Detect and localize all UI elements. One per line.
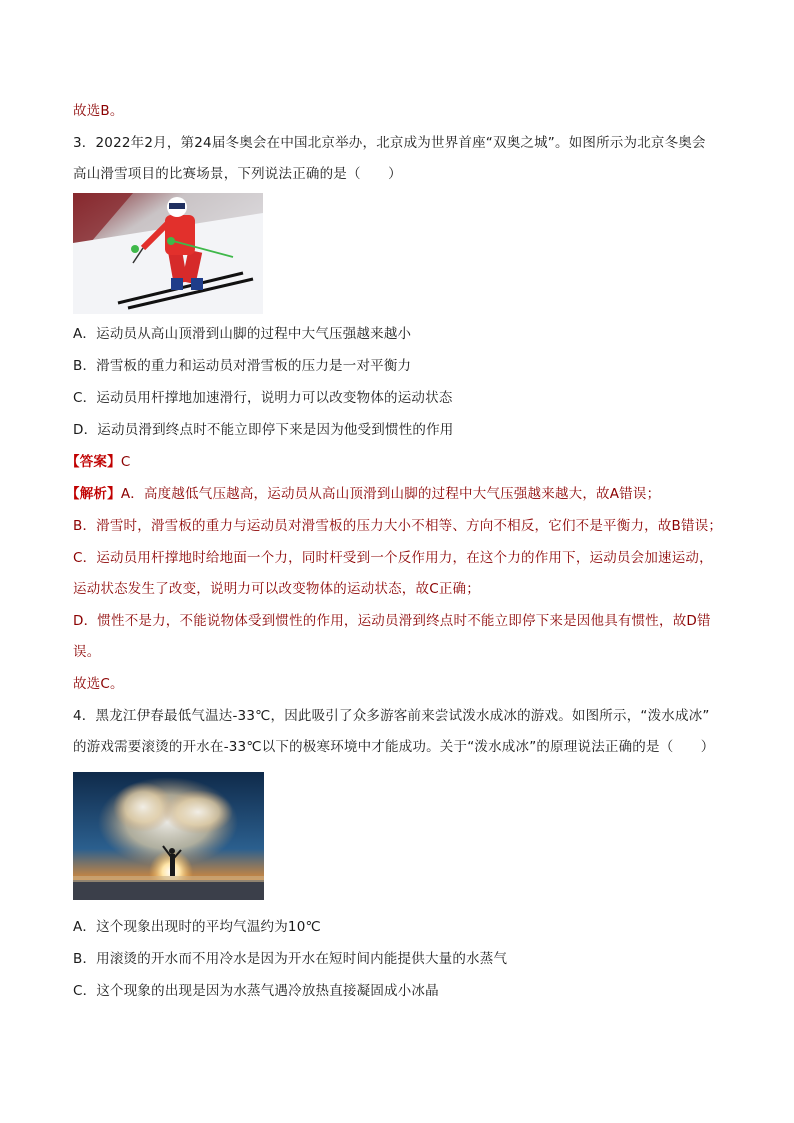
q3-option-b: B．滑雪板的重力和运动员对滑雪板的压力是一对平衡力 bbox=[73, 358, 412, 374]
analysis-label: 【解析】 bbox=[66, 486, 121, 502]
q3-stem-line-2: 高山滑雪项目的比赛场景，下列说法正确的是（ ） bbox=[73, 166, 402, 182]
answer-value: C bbox=[120, 454, 131, 470]
q4-option-c: C．这个现象的出现是因为水蒸气遇冷放热直接凝固成小冰晶 bbox=[73, 983, 439, 999]
q3-conclusion: 故选C。 bbox=[73, 676, 124, 692]
skier-photo bbox=[73, 193, 263, 314]
analysis-text-1: A．高度越低气压越高，运动员从高山顶滑到山脚的过程中大气压强越来越大，故A错误； bbox=[120, 486, 661, 502]
splash-ice-photo bbox=[73, 772, 264, 900]
q3-analysis-line-3: C．运动员用杆撑地时给地面一个力，同时杆受到一个反作用力，在这个力的作用下，运动员会加速运动， bbox=[73, 550, 713, 566]
q3-option-c: C．运动员用杆撑地加速滑行，说明力可以改变物体的运动状态 bbox=[73, 390, 453, 406]
q3-option-a: A．运动员从高山顶滑到山脚的过程中大气压强越来越小 bbox=[73, 326, 412, 342]
q3-analysis-line-6: 误。 bbox=[73, 644, 101, 660]
q4-stem-line-1: 4．黑龙江伊春最低气温达-33℃，因此吸引了众多游客前来尝试泼水成冰的游戏。如图所示，“泼水成冰” bbox=[73, 708, 710, 724]
q3-analysis-line-2: B．滑雪时，滑雪板的重力与运动员对滑雪板的压力大小不相等、方向不相反，它们不是平衡力，故B错误； bbox=[73, 518, 723, 534]
q3-analysis-line-5: D．惯性不是力，不能说物体受到惯性的作用，运动员滑到终点时不能立即停下来是因他具有惯性，故D错 bbox=[73, 613, 711, 629]
answer-label: 【答案】 bbox=[66, 454, 121, 470]
q3-stem-line-1: 3．2022年2月，第24届冬奥会在中国北京举办，北京成为世界首座“双奥之城”。如图所示为北京冬奥会 bbox=[73, 135, 706, 151]
q3-answer bbox=[66, 453, 130, 471]
q4-stem-line-2: 的游戏需要滚烫的开水在-33℃以下的极寒环境中才能成功。关于“泼水成冰”的原理说法正确的是（ ） bbox=[73, 739, 715, 755]
q4-option-b: B．用滚烫的开水而不用冷水是因为开水在短时间内能提供大量的水蒸气 bbox=[73, 951, 508, 967]
q3-option-d: D．运动员滑到终点时不能立即停下来是因为他受到惯性的作用 bbox=[73, 422, 454, 438]
q4-option-a: A．这个现象出现时的平均气温约为10℃ bbox=[73, 919, 321, 935]
q3-analysis-line-1 bbox=[66, 485, 660, 503]
previous-conclusion: 故选B。 bbox=[73, 103, 124, 119]
q3-analysis-line-4: 运动状态发生了改变，说明力可以改变物体的运动状态，故C正确； bbox=[73, 581, 480, 597]
